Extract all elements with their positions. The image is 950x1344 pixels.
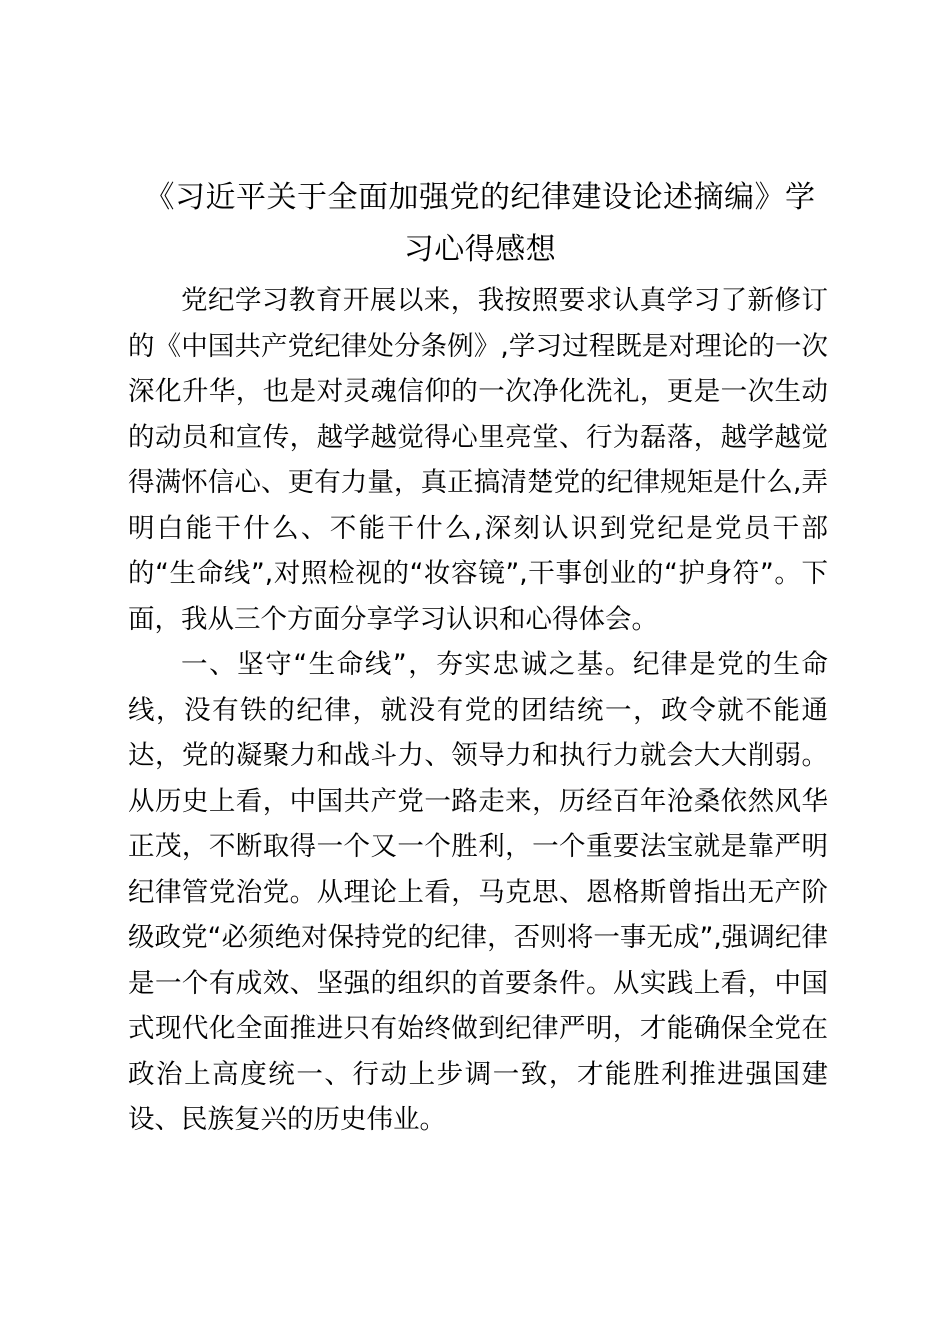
document-body [128, 278, 828, 1143]
paragraph-section-one: 一、坚守“生命线”，夯实忠诚之基。纪律是党的生命线，没有铁的纪律，就没有党的团结统一，政令就不能通达，党的凝聚力和战斗力、领导力和执行力就会大大削弱。从历史上看，中国共产党一路走来，历经百年沧桑依然风华正茂，不断取得一个又一个胜利，一个重要法宝就是靠严明纪律管党治党。从理论上看，马克思、恩格斯曾指出无产阶级政党“必须绝对保持党的纪律，否则将一事无成”,强调纪律是一个有成效、坚强的组织的首要条件。从实践上看，中国式现代化全面推进只有始终做到纪律严明，才能确保全党在政治上高度统一、行动上步调一致，才能胜利推进强国建设、民族复兴的历史伟业。 [128, 649, 828, 1135]
document-title: 《习近平关于全面加强党的纪律建设论述摘编》学习心得感想 [144, 180, 816, 267]
paragraph-intro: 党纪学习教育开展以来，我按照要求认真学习了新修订的《中国共产党纪律处分条例》,学习过程既是对理论的一次深化升华，也是对灵魂信仰的一次净化洗礼，更是一次生动的动员和宣传，越学越觉得心里亮堂、行为磊落，越学越觉得满怀信心、更有力量，真正搞清楚党的纪律规矩是什么,弄明白能干什么、不能干什么,深刻认识到党纪是党员干部的“生命线”,对照检视的“妆容镜”,干事创业的“护身符”。下面，我从三个方面分享学习认识和心得体会。 [128, 285, 828, 635]
